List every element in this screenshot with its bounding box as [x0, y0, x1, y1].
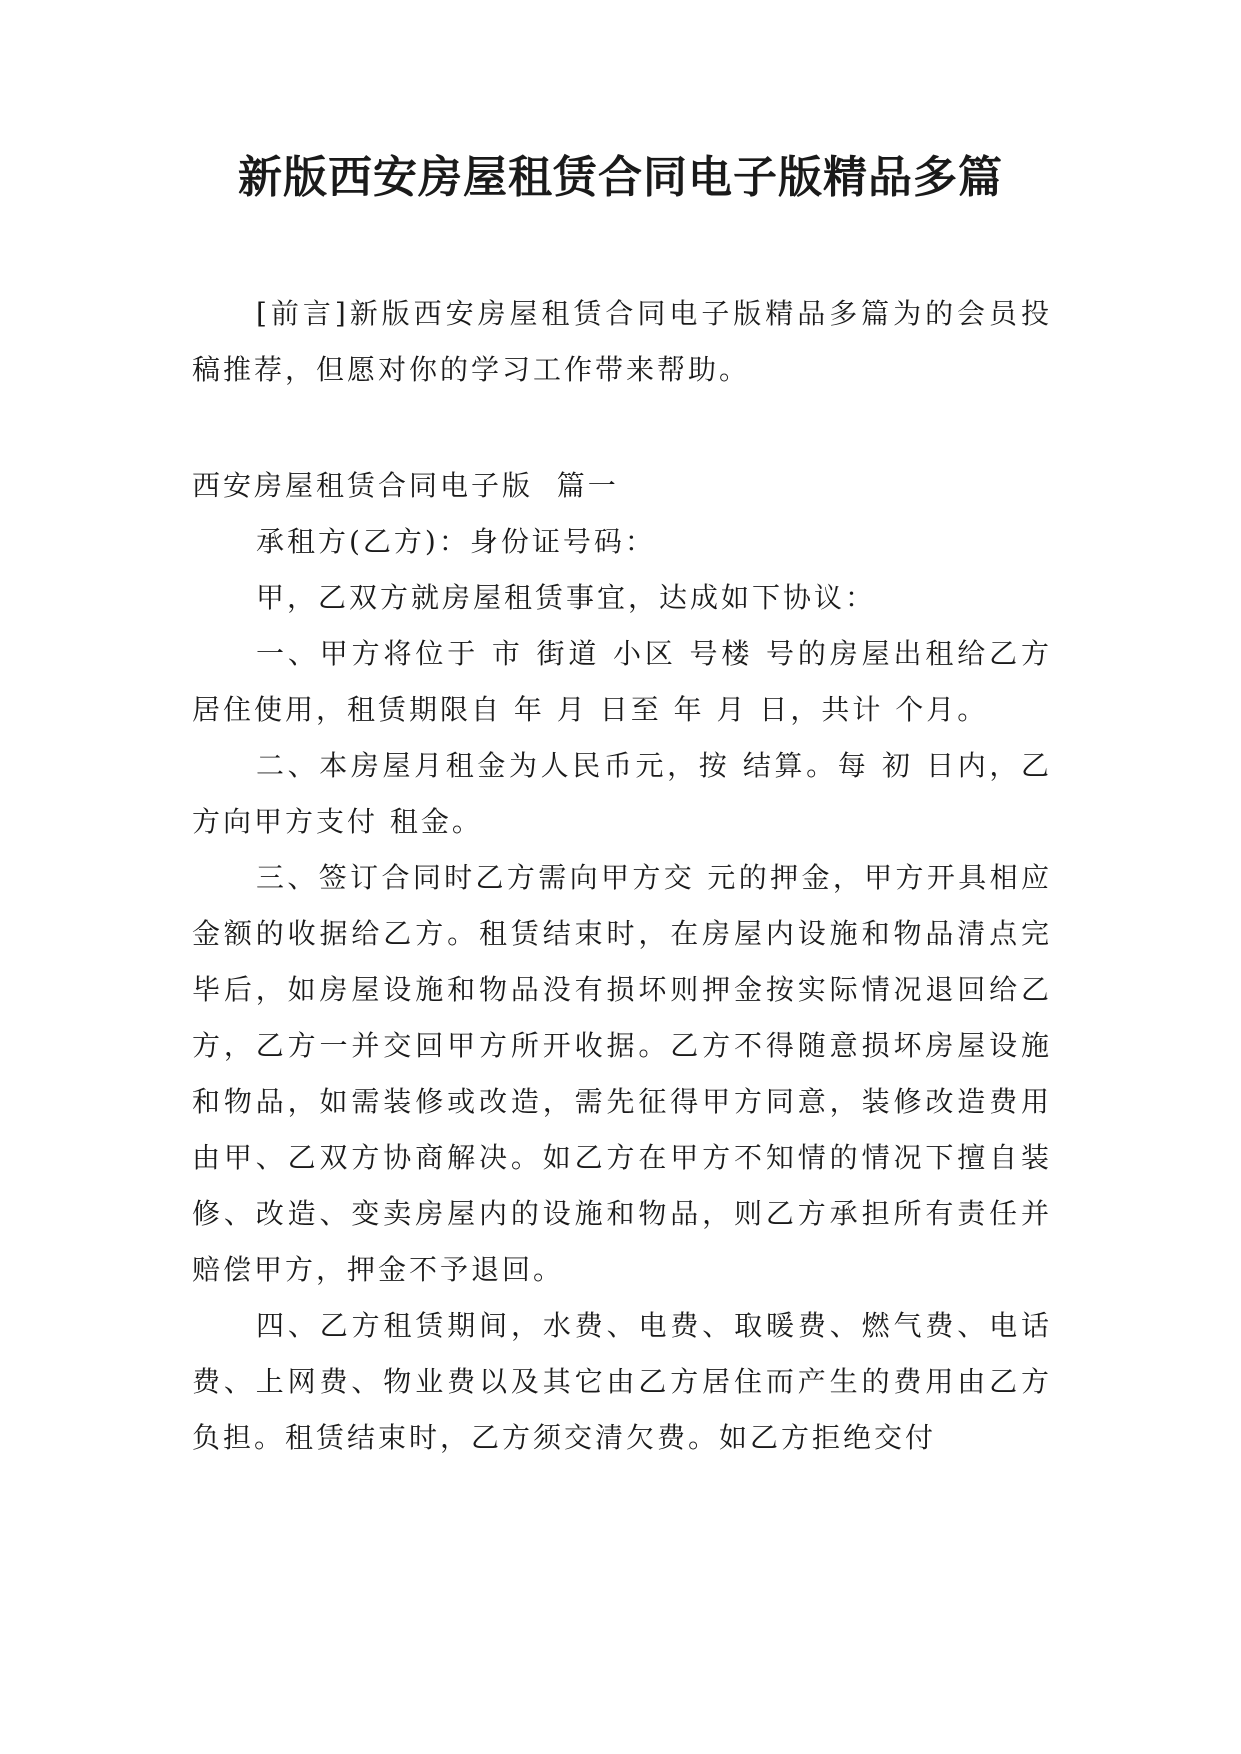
document-body	[192, 286, 1052, 1466]
paragraph-agreement-intro: 甲，乙双方就房屋租赁事宜，达成如下协议：	[256, 581, 877, 614]
paragraph-clause-2: 二、本房屋月租金为人民币元，按 结算。每 初 日内，乙方向甲方支付 租金。	[192, 749, 1052, 838]
paragraph-clause-1: 一、甲方将位于 市 街道 小区 号楼 号的房屋出租给乙方居住使用，租赁期限自 年 月 日至 年 月 日，共计 个月。	[192, 637, 1052, 726]
preface-paragraph: [前言]新版西安房屋租赁合同电子版精品多篇为的会员投稿推荐，但愿对你的学习工作带来帮助。	[192, 297, 1052, 386]
document-title: 新版西安房屋租赁合同电子版精品多篇	[238, 152, 1003, 203]
paragraph-clause-3: 三、签订合同时乙方需向甲方交 元的押金，甲方开具相应金额的收据给乙方。租赁结束时，在房屋内设施和物品清点完毕后，如房屋设施和物品没有损坏则押金按实际情况退回给乙方，乙方一并交回甲方所开收据。乙方不得随意损坏房屋设施和物品，如需装修或改造，需先征得甲方同意，装修改造费用由甲、乙双方协商解决。如乙方在甲方不知情的情况下擅自装修、改造、变卖房屋内的设施和物品，则乙方承担所有责任并赔偿甲方，押金不予退回。	[192, 861, 1052, 1286]
section-heading: 西安房屋租赁合同电子版 篇一	[192, 469, 619, 502]
spacer	[192, 398, 1052, 458]
paragraph-tenant: 承租方(乙方)：身份证号码：	[256, 525, 656, 558]
paragraph-clause-4: 四、乙方租赁期间，水费、电费、取暖费、燃气费、电话费、上网费、物业费以及其它由乙方居住而产生的费用由乙方负担。租赁结束时，乙方须交清欠费。如乙方拒绝交付	[192, 1309, 1052, 1454]
